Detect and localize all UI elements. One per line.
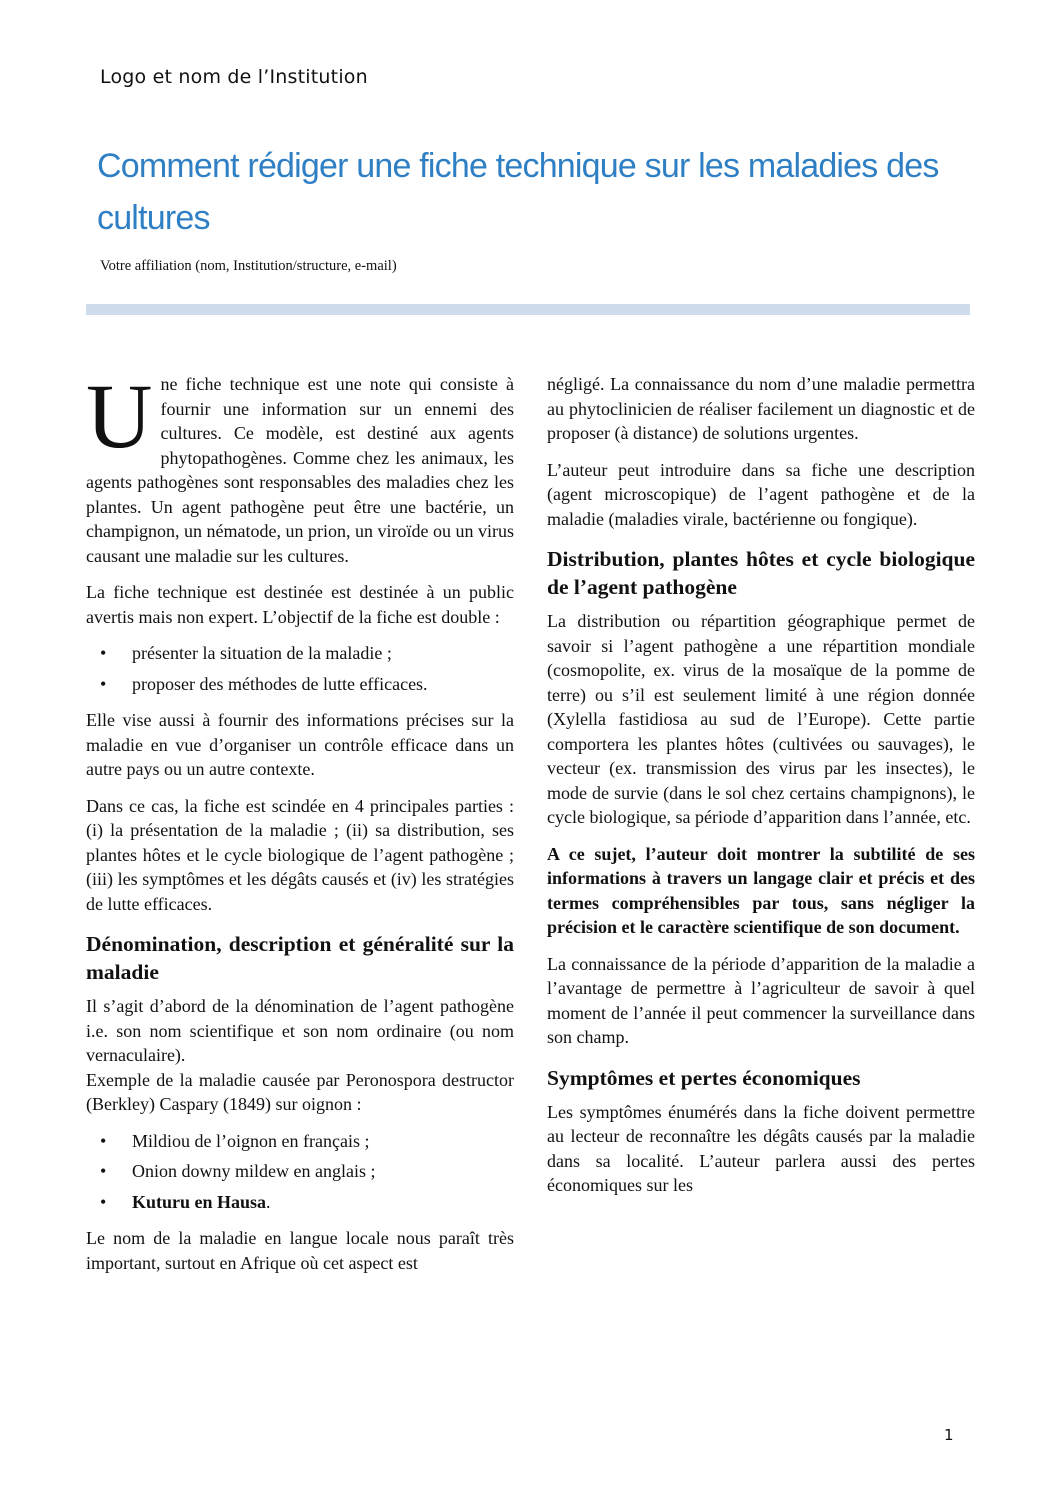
list-item <box>86 672 514 697</box>
paragraph-distribution: La distribution ou répartition géographique permet de savoir si l’agent pathogène a une répartition mondiale (cosmopolite, ex. virus de la mosaïque de la pomme de terre) ou s’il est seulement limité à une région donnée (Xylella fastidiosa au sud de l’Europe). Cette partie comportera les plantes hôtes (cultivées ou sauvages), le vecteur (ex. transmission des virus par les insectes), le mode de survie (dans le sol chez certains champignons), le cycle biologique, sa période d’apparition dans l’année, etc. <box>547 611 975 827</box>
intro-text: ne fiche technique est une note qui consiste à fournir une information sur un ennemi des cultures. Ce modèle, est destiné aux agents phytopathogènes. Comme chez les animaux, les agents pathogènes sont responsables des maladies chez les plantes. Un agent pathogène peut être une bactérie, un champignon, un nématode, un prion, un viroïde ou un virus causant une maladie sur les cultures. <box>86 374 514 566</box>
right-column <box>547 372 975 1210</box>
list-item-text: proposer des méthodes de lutte efficaces. <box>132 673 428 694</box>
section-heading-distribution: Distribution, plantes hôtes et cycle biologique de l’agent pathogène <box>547 547 975 599</box>
paragraph-example: Exemple de la maladie causée par Peronospora destructor (Berkley) Caspary (1849) sur oignon : <box>86 1069 514 1114</box>
objectives-list <box>86 641 514 696</box>
paragraph-neglected: négligé. La connaissance du nom d’une maladie permettra au phytoclinicien de réaliser facilement un diagnostic et de proposer (à distance) de solutions urgentes. <box>547 374 975 443</box>
list-item-bold-text: Kuturu en Hausa <box>132 1191 267 1212</box>
paragraph-symptoms: Les symptômes énumérés dans la fiche doivent permettre au lecteur de reconnaître les dégâts causés par la maladie dans sa localité. L’auteur parlera aussi des pertes économiques sur les <box>547 1101 975 1195</box>
header-divider <box>86 304 970 315</box>
left-column <box>86 365 514 1287</box>
paragraph-subtlety: A ce sujet, l’auteur doit montrer la subtilité de ses informations à travers un langage clair et précis et des termes compréhensibles par tous, sans négliger la précision et le caractère scientifique de son document. <box>547 843 975 937</box>
affiliation-line: Votre affiliation (nom, Institution/structure, e-mail) <box>100 258 397 274</box>
drop-cap: U <box>86 365 153 467</box>
institution-logo-name: Logo et nom de l’Institution <box>100 66 368 88</box>
paragraph-description: L’auteur peut introduire dans sa fiche une description (agent microscopique) de l’agent pathogène et de la maladie (maladies virale, bactérienne ou fongique). <box>547 459 975 529</box>
page-title: Comment rédiger une fiche technique sur les maladies des cultures <box>97 147 939 237</box>
paragraph-naming: Il s’agit d’abord de la dénomination de l’agent pathogène i.e. son nom scientifique et son nom ordinaire (ou nom vernaculaire). <box>86 996 514 1065</box>
list-item-text: Mildiou de l’oignon en français ; <box>132 1130 370 1151</box>
paragraph-purpose: Elle vise aussi à fournir des informations précises sur la maladie en vue d’organiser un contrôle efficace dans un autre pays ou un autre contexte. <box>86 710 514 779</box>
intro-paragraph <box>86 365 514 568</box>
section-heading-symptoms: Symptômes et pertes économiques <box>547 1065 861 1090</box>
bullet-icon: • <box>100 1191 107 1212</box>
list-item <box>86 1129 514 1154</box>
names-list <box>86 1129 514 1215</box>
list-item-text: présenter la situation de la maladie ; <box>132 643 392 663</box>
paragraph-audience: La fiche technique est destinée est destinée à un public avertis mais non expert. L’objectif de la fiche est double : <box>86 582 514 627</box>
section-heading-denomination: Dénomination, description et généralité sur la maladie <box>86 932 514 984</box>
paragraph-local-name: Le nom de la maladie en langue locale nous paraît très important, surtout en Afrique où cet aspect est <box>86 1228 514 1273</box>
bullet-icon: • <box>100 643 107 663</box>
list-item <box>86 1159 514 1184</box>
page-number: 1 <box>944 1426 954 1444</box>
bullet-icon: • <box>100 673 107 694</box>
bullet-icon: • <box>100 1130 107 1151</box>
paragraph-parts: Dans ce cas, la fiche est scindée en 4 principales parties : (i) la présentation de la maladie ; (ii) sa distribution, ses plantes hôtes et le cycle biologique de l’agent pathogène ; (iii) les symptômes et les dégâts causés et (iv) les stratégies de lutte efficaces. <box>86 795 514 914</box>
list-item <box>86 1190 514 1215</box>
bullet-icon: • <box>100 1161 107 1181</box>
list-item <box>86 641 514 666</box>
list-item-tail: . <box>266 1191 271 1212</box>
list-item-text: Onion downy mildew en anglais ; <box>132 1161 376 1181</box>
paragraph-period: La connaissance de la période d’apparition de la maladie a l’avantage de permettre à l’agriculteur de savoir à quel moment de l’année il peut commencer la surveillance dans son champ. <box>547 953 975 1047</box>
